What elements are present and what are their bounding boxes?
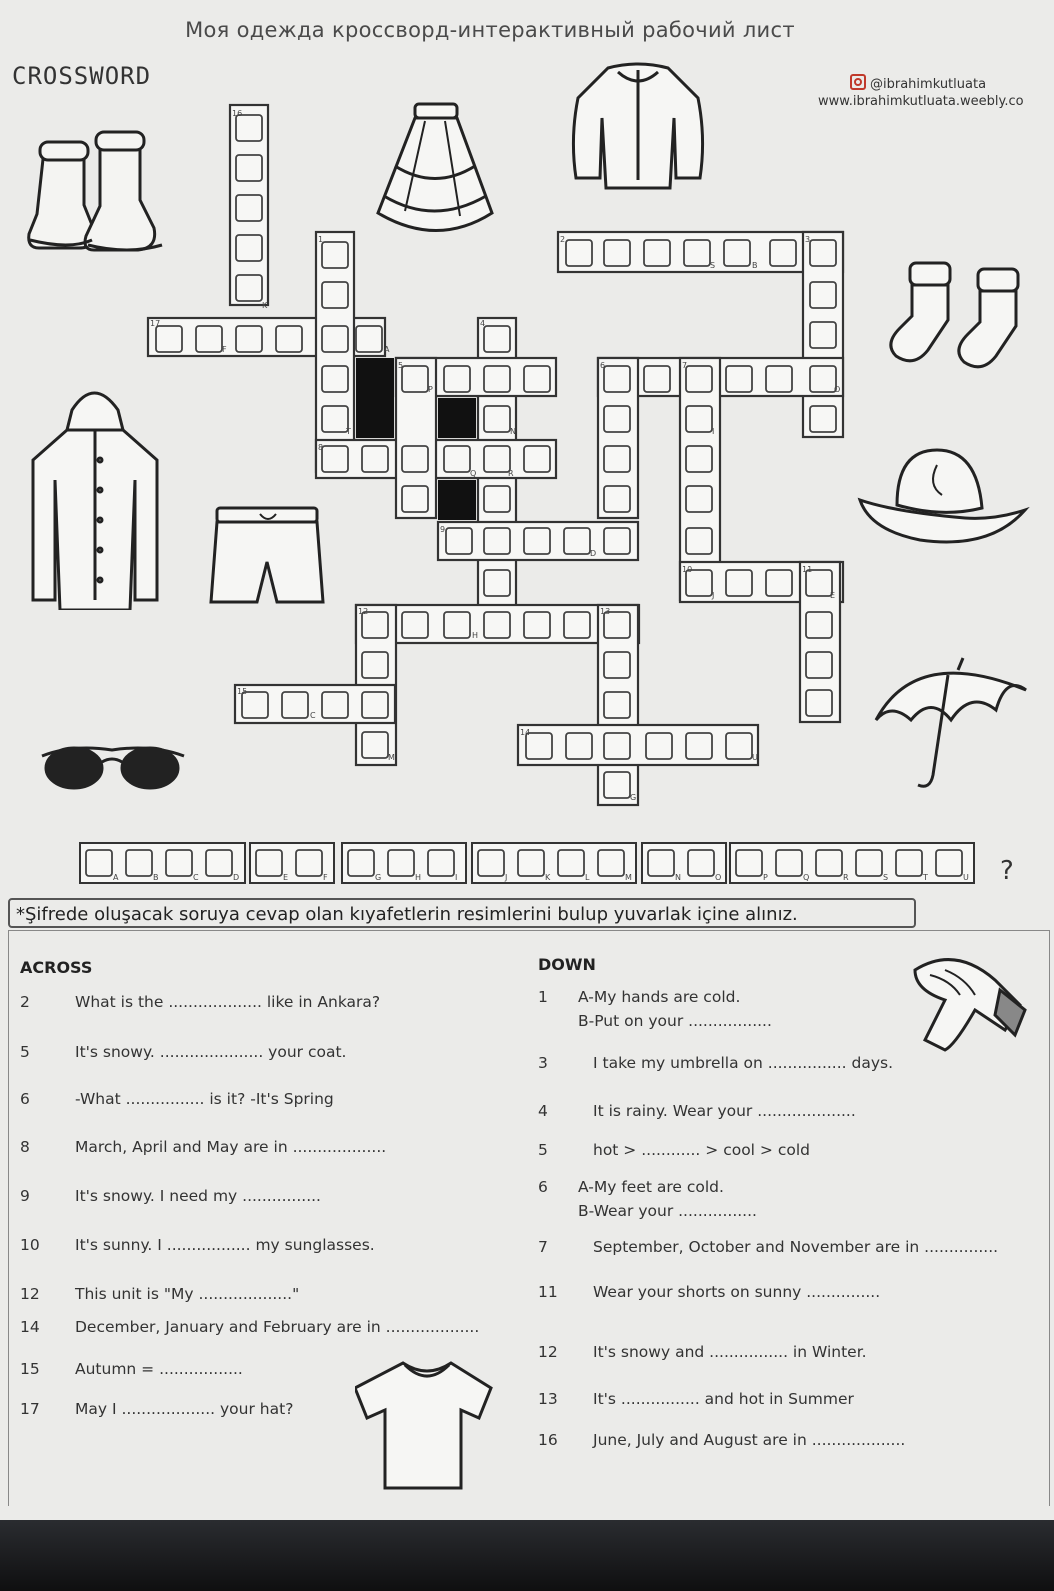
svg-text:9: 9	[440, 525, 446, 534]
down-clue: 13 It's ................ and hot in Summer	[538, 1390, 854, 1408]
svg-text:C: C	[193, 873, 199, 882]
across-clue: 8 March, April and May are in ...................	[20, 1138, 387, 1156]
svg-text:I: I	[712, 427, 715, 436]
monitor-bezel	[0, 1520, 1054, 1591]
svg-text:J: J	[505, 873, 508, 882]
svg-text:U: U	[963, 873, 969, 882]
down-clue: 12 It's snowy and ................ in Winter.	[538, 1343, 867, 1361]
svg-text:B: B	[752, 261, 758, 270]
svg-text:Q: Q	[803, 873, 810, 882]
svg-text:T: T	[923, 873, 928, 882]
svg-text:M: M	[625, 873, 632, 882]
svg-text:K: K	[545, 873, 551, 882]
across-clue: 12 This unit is "My ..................."	[20, 1285, 300, 1303]
svg-text:A: A	[113, 873, 119, 882]
svg-text:O: O	[715, 873, 722, 882]
across-clue: 5 It's snowy. ..................... your coat.	[20, 1043, 347, 1061]
page-title: Моя одежда кроссворд-интерактивный рабочий лист	[185, 18, 795, 42]
svg-text:8: 8	[318, 443, 324, 452]
across-clue: 14 December, January and February are in ...................	[20, 1318, 480, 1336]
svg-text:3: 3	[805, 235, 811, 244]
svg-text:F: F	[222, 345, 227, 354]
svg-text:10: 10	[682, 565, 693, 574]
svg-text:Q: Q	[470, 469, 477, 478]
svg-text:K: K	[262, 301, 268, 310]
svg-text:5: 5	[398, 361, 404, 370]
instruction-box: *Şifrede oluşacak soruya cevap olan kıyafetlerin resimlerini bulup yuvarlak içine alınız.	[8, 898, 916, 928]
svg-text:7: 7	[682, 361, 688, 370]
across-clue: 15 Autumn = .................	[20, 1360, 243, 1378]
svg-text:H: H	[415, 873, 422, 882]
svg-text:P: P	[428, 385, 433, 394]
svg-text:T: T	[346, 427, 351, 436]
svg-text:A: A	[384, 345, 390, 354]
down-clue: 16 June, July and August are in ...................	[538, 1431, 906, 1449]
svg-text:16: 16	[232, 109, 243, 118]
svg-text:S: S	[710, 261, 716, 270]
svg-text:C: C	[310, 711, 316, 720]
svg-text:11: 11	[802, 565, 813, 574]
svg-text:12: 12	[358, 607, 369, 616]
down-heading: DOWN	[538, 955, 596, 974]
svg-text:F: F	[323, 873, 328, 882]
svg-text:U: U	[752, 753, 758, 762]
across-clue: 2 What is the ................... like in Ankara?	[20, 993, 381, 1011]
crossword-title: CROSSWORD	[12, 62, 152, 90]
across-heading: ACROSS	[20, 958, 93, 977]
across-clue: 6 -What ................ is it? -It's Spring	[20, 1090, 334, 1108]
svg-text:G: G	[375, 873, 382, 882]
handle-text: @ibrahimkutluata	[870, 77, 987, 92]
across-clue: 10 It's sunny. I ................. my sunglasses.	[20, 1236, 375, 1254]
svg-text:4: 4	[480, 319, 486, 328]
svg-text:S: S	[883, 873, 889, 882]
svg-text:I: I	[455, 873, 458, 882]
svg-text:G: G	[630, 793, 637, 802]
svg-text:O: O	[834, 385, 841, 394]
down-clue: 6 A-My feet are cold. B-Wear your ................	[538, 1178, 757, 1220]
svg-text:H: H	[472, 631, 479, 640]
svg-text:E: E	[830, 591, 836, 600]
website-url: www.ibrahimkutluata.weebly.co	[818, 94, 1024, 109]
down-clue: 11 Wear your shorts on sunny ...............	[538, 1283, 881, 1301]
svg-text:E: E	[283, 873, 289, 882]
svg-text:R: R	[843, 873, 849, 882]
svg-text:D: D	[233, 873, 240, 882]
across-clue: 9 It's snowy. I need my ................	[20, 1187, 321, 1205]
cipher-question-mark: ?	[1000, 856, 1014, 886]
svg-text:14: 14	[520, 728, 531, 737]
svg-text:1: 1	[318, 235, 324, 244]
svg-text:L: L	[585, 873, 590, 882]
down-clue: 3 I take my umbrella on ................ days.	[538, 1054, 894, 1072]
svg-text:J: J	[712, 591, 715, 600]
svg-text:N: N	[675, 873, 681, 882]
svg-text:6: 6	[600, 361, 606, 370]
svg-text:15: 15	[237, 687, 248, 696]
svg-text:D: D	[590, 549, 597, 558]
svg-text:M: M	[388, 753, 395, 762]
svg-text:17: 17	[150, 319, 161, 328]
across-clue: 17 May I ................... your hat?	[20, 1400, 294, 1418]
svg-text:P: P	[763, 873, 768, 882]
down-clue: 4 It is rainy. Wear your ....................	[538, 1102, 856, 1120]
down-clue: 5 hot > ............ > cool > cold	[538, 1141, 810, 1159]
down-clue: 7 September, October and November are in ...............	[538, 1238, 999, 1256]
svg-text:R: R	[508, 469, 514, 478]
svg-text:2: 2	[560, 235, 566, 244]
svg-text:N: N	[510, 427, 516, 436]
svg-text:13: 13	[600, 607, 611, 616]
down-clue: 1 A-My hands are cold. B-Put on your .................	[538, 988, 772, 1030]
svg-text:B: B	[153, 873, 159, 882]
